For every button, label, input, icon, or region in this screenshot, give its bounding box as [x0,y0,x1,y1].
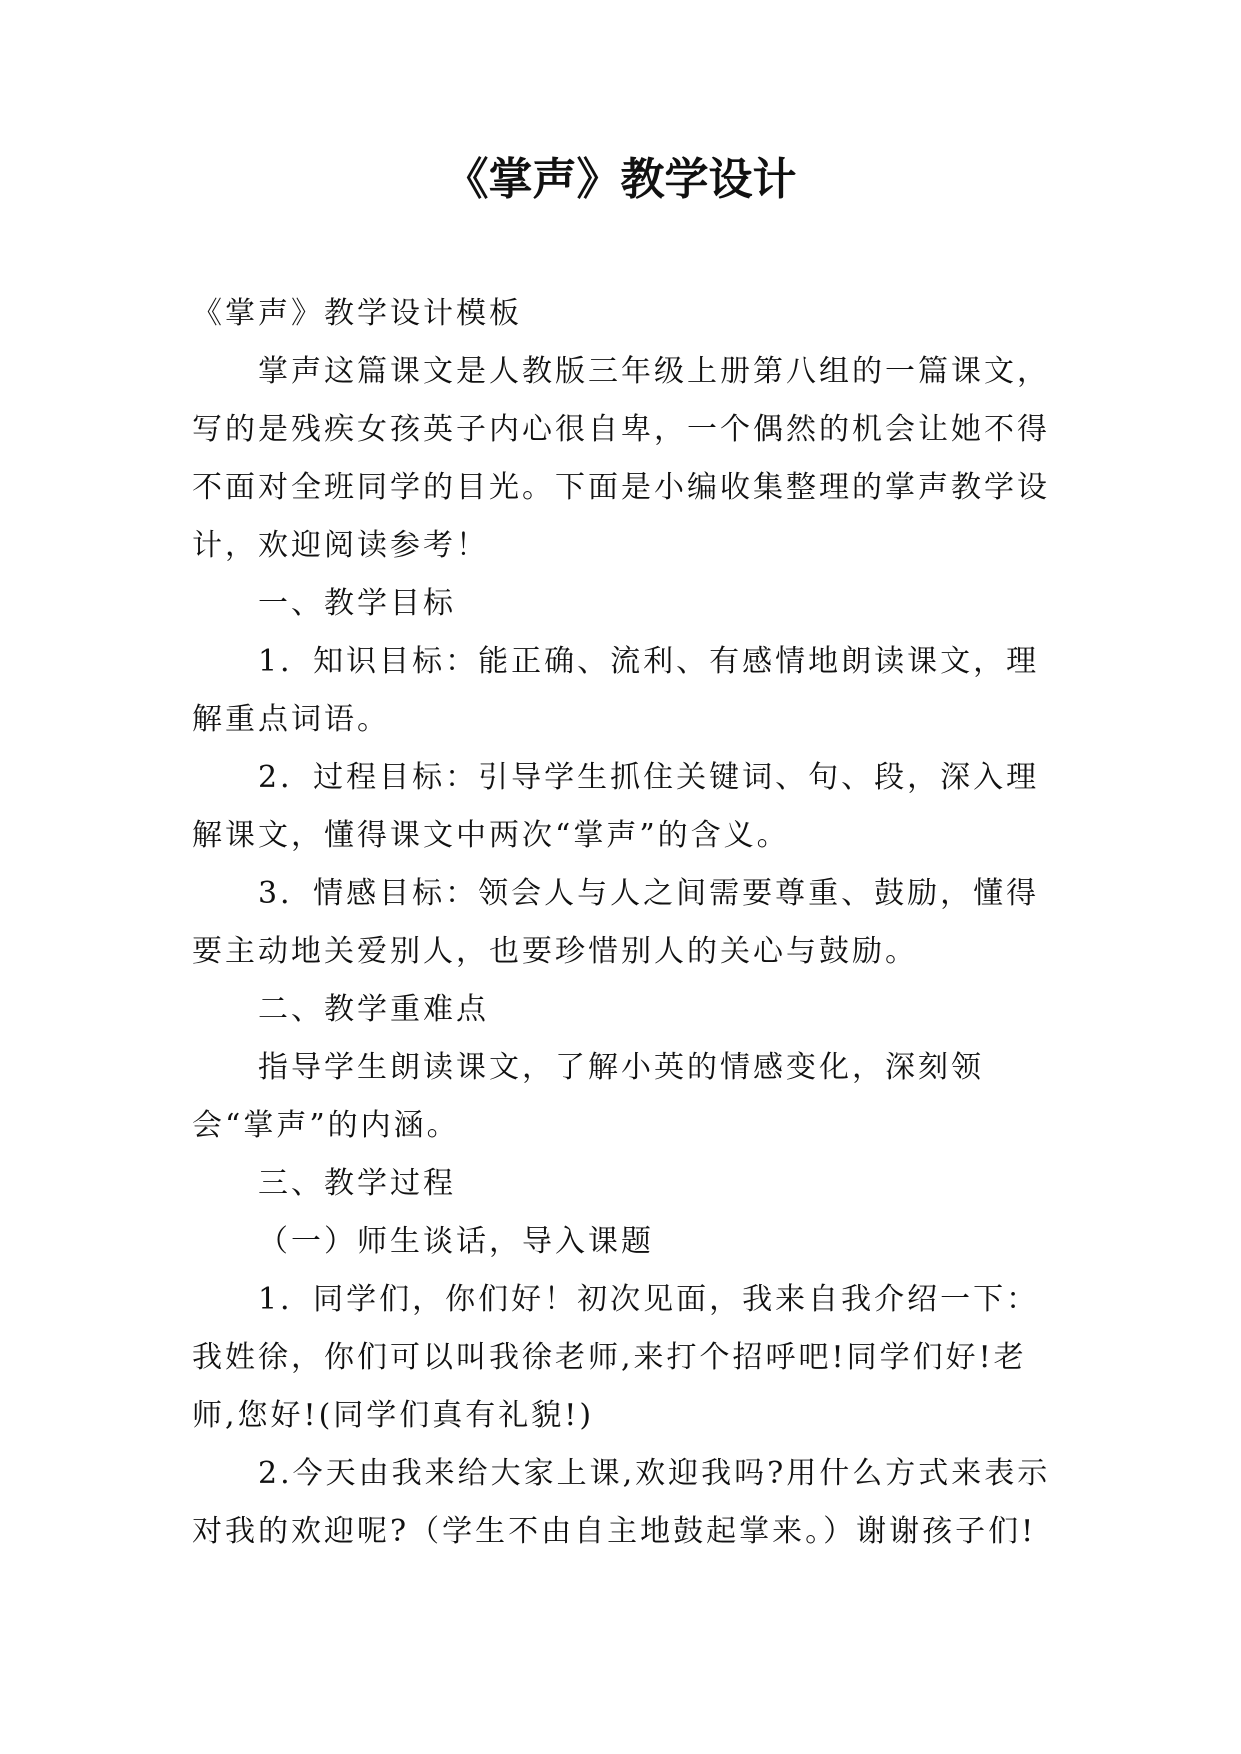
paragraph-intro: 掌声这篇课文是人教版三年级上册第八组的一篇课文，写的是残疾女孩英子内心很自卑，一个偶然的机会让她不得不面对全班同学的目光。下面是小编收集整理的掌声教学设计，欢迎阅读参考！ [192,354,1050,563]
paragraph-knowledge-goal: 1．知识目标：能正确、流利、有感情地朗读课文，理解重点词语。 [192,644,1040,737]
document-title: 《掌声》教学设计 [444,154,797,205]
paragraph-emotion-goal: 3．情感目标：领会人与人之间需要尊重、鼓励，懂得要主动地关爱别人，也要珍惜别人的关心与鼓励。 [192,876,1040,969]
paragraph-step-1: 1．同学们，你们好！初次见面，我来自我介绍一下：我姓徐，你们可以叫我徐老师,来打个招呼吧!同学们好!老师,您好!(同学们真有礼貌!) [192,1282,1040,1433]
section-heading-process: 三、教学过程 [258,1166,456,1201]
paragraph-process-goal: 2．过程目标：引导学生抓住关键词、句、段，深入理解课文，懂得课文中两次“掌声”的含义。 [192,760,1040,853]
section-heading-objectives: 一、教学目标 [258,586,456,621]
paragraph-step-2: 2.今天由我来给大家上课,欢迎我吗?用什么方式来表示对我的欢迎呢?（学生不由自主地鼓起掌来。）谢谢孩子们! [192,1456,1051,1549]
paragraph-key-points: 指导学生朗读课文，了解小英的情感变化，深刻领会“掌声”的内涵。 [192,1050,984,1143]
paragraph-subtitle: 《掌声》教学设计模板 [192,296,522,331]
document-body [192,285,1057,1561]
subsection-heading-intro: （一）师生谈话，导入课题 [258,1224,654,1259]
section-heading-key-points: 二、教学重难点 [258,992,489,1027]
